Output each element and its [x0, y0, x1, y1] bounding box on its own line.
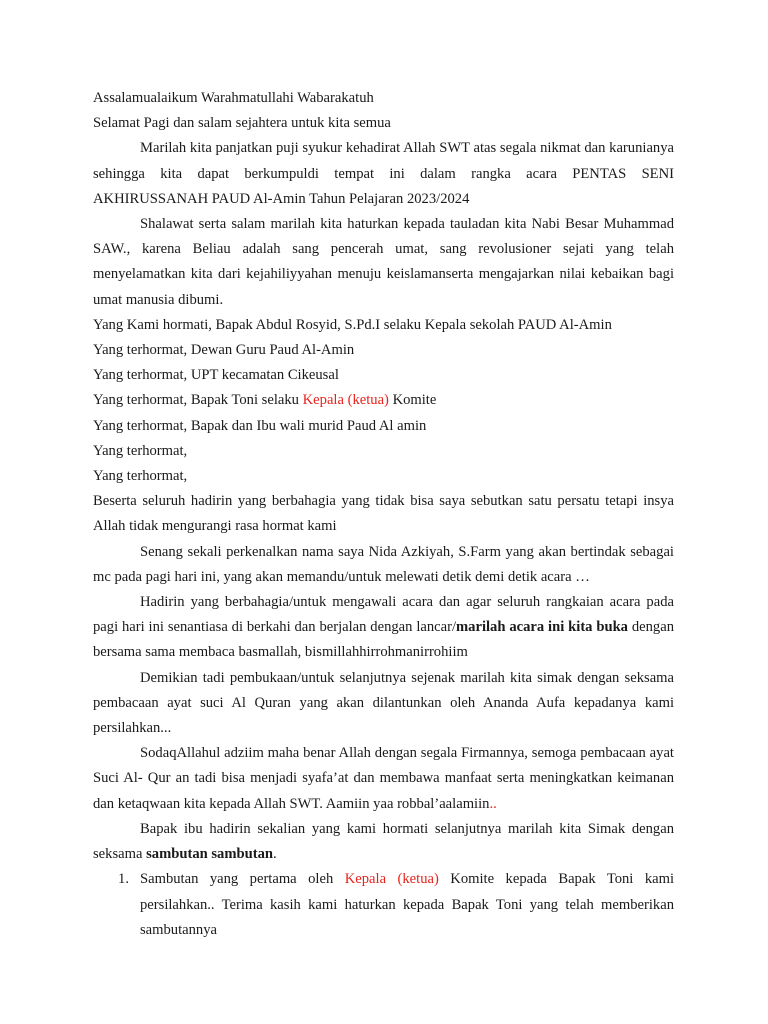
paragraph-syukur: Marilah kita panjatkan puji syukur kehadirat Allah SWT atas segala nikmat dan karunianya sehingga kita dapat berkumpuldi tempat ini dalam rangka acara PENTAS SENI AKHIRUSSANAH PAUD Al-Amin Tahun Pelajaran 2023/2024	[93, 140, 674, 207]
highlighted-text: ..	[489, 795, 497, 812]
list-item	[93, 867, 674, 943]
list-text: Komite kepada Bapak Toni kami persilahkan.. Terima kasih kami haturkan kepada Bapak Toni yang telah memberikan sambutannya	[140, 871, 675, 938]
hormat-line: Yang Kami hormati, Bapak Abdul Rosyid, S.Pd.I selaku Kepala sekolah PAUD Al-Amin	[93, 316, 612, 333]
paragraph-basmalah	[93, 590, 674, 666]
paragraph-text: Hadirin yang berbahagia/untuk mengawali acara dan agar seluruh rangkaian acara pada pagi hari ini senantiasa di berkahi dan berjalan dengan lancar/	[93, 594, 674, 636]
paragraph-perkenalan: Senang sekali perkenalkan nama saya Nida Azkiyah, S.Farm yang akan bertindak sebagai mc pada pagi hari ini, yang akan memandu/untuk melewati detik demi detik acara …	[93, 543, 674, 585]
paragraph-quran: Demikian tadi pembukaan/untuk selanjutnya sejenak marilah kita simak dengan seksama pembacaan ayat suci Al Quran yang akan dilantunkan oleh Ananda Aufa kepadanya kami persilahkan...	[93, 669, 674, 737]
bold-text: sambutan sambutan	[146, 846, 274, 863]
paragraph-sodaq	[93, 741, 674, 817]
list-number: 1.	[118, 871, 129, 888]
paragraph-text: dengan bersama sama membaca basmallah, bismillahhirrohmanirrohiim	[93, 619, 674, 661]
list-text: Sambutan yang pertama oleh	[140, 871, 345, 888]
hormat-line: Yang terhormat,	[93, 468, 188, 485]
paragraph-sambutan	[93, 817, 674, 867]
hormat-line: Yang terhormat, Bapak dan Ibu wali murid Paud Al amin	[93, 417, 427, 434]
paragraph-text: Bapak ibu hadirin sekalian yang kami hormati selanjutnya marilah kita Simak dengan seksama	[93, 820, 674, 863]
paragraph-text: .	[273, 846, 277, 863]
hormat-line: Yang terhormat,	[93, 442, 188, 459]
salam: Selamat Pagi dan salam sejahtera untuk kita semua	[93, 115, 391, 132]
paragraph-hadirin: Beserta seluruh hadirin yang berbahagia yang tidak bisa saya sebutkan satu persatu tetapi insya Allah tidak mengurangi rasa hormat kami	[93, 493, 674, 535]
hormat-line: Yang terhormat, UPT kecamatan Cikeusal	[93, 367, 339, 384]
hormat-text: Komite	[388, 392, 437, 409]
paragraph-shalawat: Shalawat serta salam marilah kita haturkan kepada tauladan kita Nabi Besar Muhammad SAW., karena Beliau adalah sang pencerah umat, sang revolusioner sejati yang telah menyelamatkan kita dari kejahiliyyahan menuju keislamanserta mengajarkan nilai kebaikan bagi umat manusia dibumi.	[93, 216, 674, 308]
highlighted-text: Kepala (ketua)	[302, 392, 389, 409]
bold-text: marilah acara ini kita buka	[456, 619, 628, 636]
hormat-line: Yang terhormat, Dewan Guru Paud Al-Amin	[93, 342, 355, 359]
greeting: Assalamualaikum Warahmatullahi Wabarakatuh	[93, 90, 374, 106]
paragraph-text: SodaqAllahul adziim maha benar Allah dengan segala Firmannya, semoga pembacaan ayat Suci Al- Qur an tadi bisa menjadi syafa’at dan membawa manfaat serta meningkatkan keimanan dan ketaqwaan kita kepada Allah SWT. Aamiin yaa robbal’aalamiin	[93, 745, 674, 812]
list-item-text	[140, 867, 674, 943]
hormat-text: Yang terhormat, Bapak Toni selaku	[93, 392, 303, 409]
hormat-line	[93, 388, 674, 413]
highlighted-text: Kepala (ketua)	[344, 871, 439, 888]
